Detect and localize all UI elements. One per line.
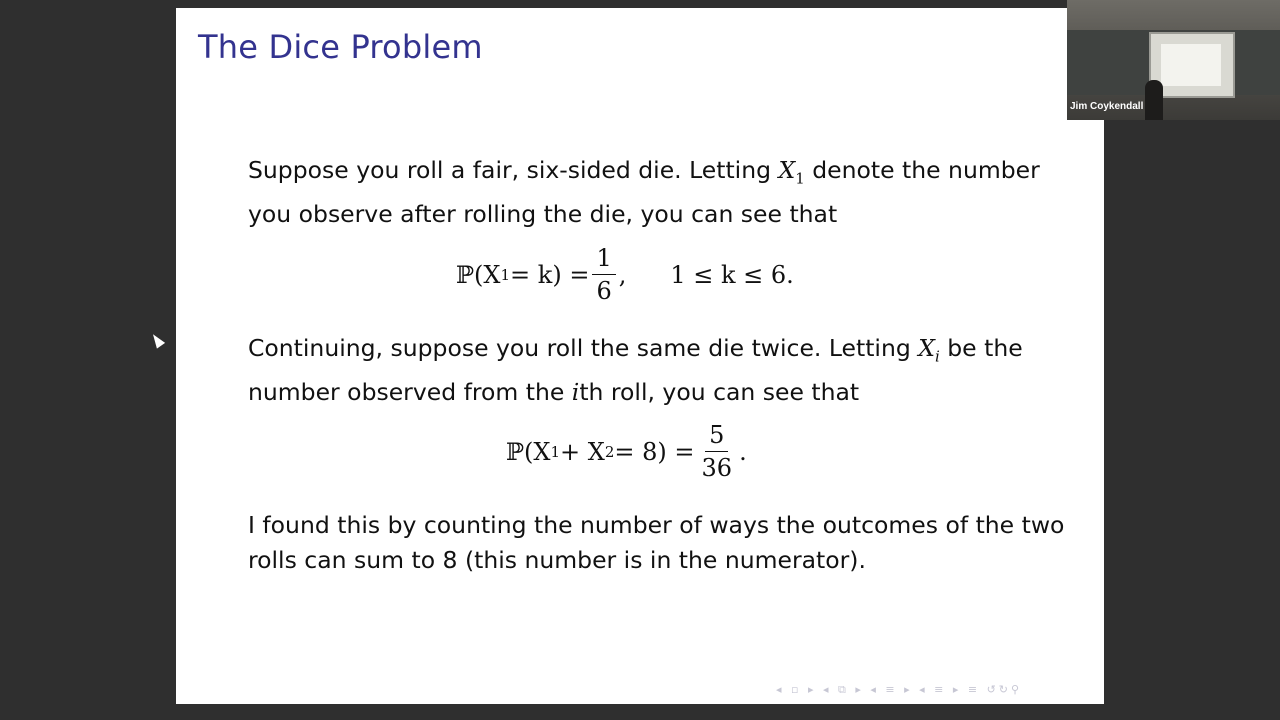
equation-2: ℙ(X 1 + X 2 = 8) = $\frac{5}{36}$ . (506, 421, 747, 482)
slide-title: The Dice Problem (198, 28, 483, 66)
fraction-5-36: $\frac{5}{36}$ (701, 421, 733, 482)
paragraph-1: Suppose you roll a fair, six-sided die. Letting $X_1$ denote the number you observe after rolling the die, you can see that (248, 156, 1040, 228)
fraction-1-6: $\frac{1}{6}$ (592, 246, 615, 303)
paragraph-2: Continuing, suppose you roll the same die twice. Letting $X_i$ be the number observed from the ith roll, you can see that (248, 334, 1023, 406)
paragraph-3: I found this by counting the number of ways the outcomes of the two rolls can sum to 8 (this number is in the numerator). (248, 511, 1065, 574)
beamer-navigation-icons[interactable]: ◂ ▫ ▸ ◂ ⧉ ▸ ◂ ≡ ▸ ◂ ≡ ▸ ≡ ↺↻⚲ (776, 683, 1023, 696)
presenter-figure (1145, 80, 1163, 120)
participant-name-label: Jim Coykendall (1070, 101, 1144, 112)
participant-video-thumbnail[interactable] (1067, 0, 1280, 120)
mouse-cursor-icon (149, 331, 165, 348)
presentation-slide (176, 8, 1104, 704)
equation-1: ℙ(X 1 = k) = $\frac{1}{6}$ , 1 ≤ k ≤ 6. (456, 244, 794, 305)
